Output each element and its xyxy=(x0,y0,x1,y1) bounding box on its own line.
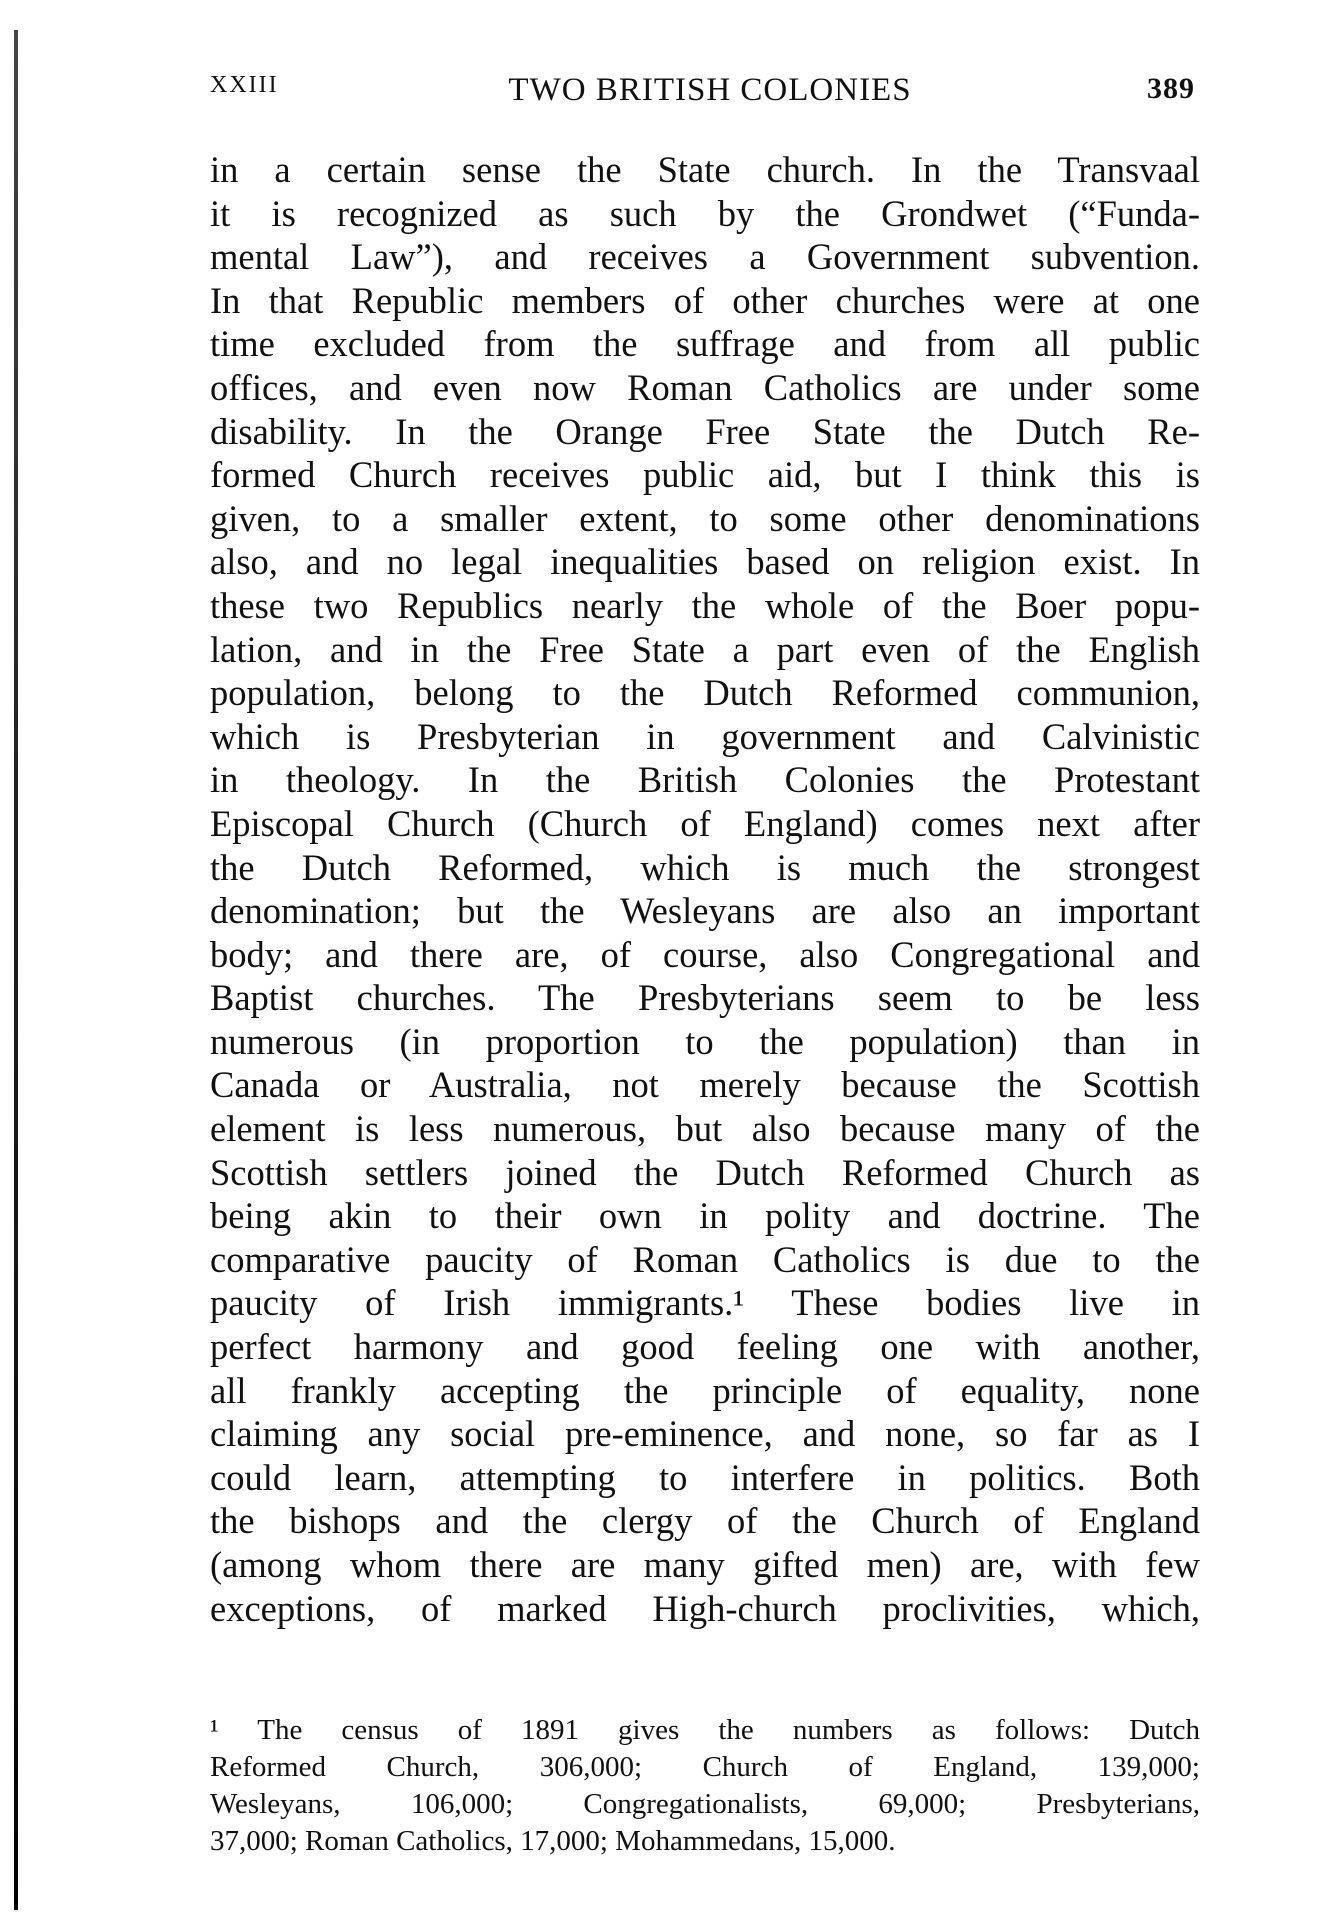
text-line: formed Church receives public aid, but I think this is xyxy=(210,454,1200,496)
text-line: claiming any social pre-eminence, and none, so far as I xyxy=(210,1413,1200,1455)
text-line: body; and there are, of course, also Congregational and xyxy=(210,933,1200,975)
footnote-line: Reformed Church, 306,000; Church of England, 139,000; xyxy=(210,1751,1200,1783)
text-line: also, and no legal inequalities based on religion exist. In xyxy=(210,541,1200,583)
footnote-line: Wesleyans, 106,000; Congregationalists, 69,000; Presbyterians, xyxy=(210,1788,1200,1820)
text-line: the bishops and the clergy of the Church of England xyxy=(210,1500,1200,1542)
text-line: the Dutch Reformed, which is much the strongest xyxy=(210,846,1200,888)
text-line: Episcopal Church (Church of England) comes next after xyxy=(210,802,1200,844)
footnote xyxy=(210,1712,1200,1860)
text-line: population, belong to the Dutch Reformed communion, xyxy=(210,672,1200,714)
page-binding-edge xyxy=(14,30,18,1910)
running-title: TWO BRITISH COLONIES xyxy=(508,72,912,108)
text-line: these two Republics nearly the whole of the Boer popu- xyxy=(210,584,1200,626)
footnote-line: 37,000; Roman Catholics, 17,000; Mohammedans, 15,000. xyxy=(210,1825,896,1857)
text-line: perfect harmony and good feeling one with another, xyxy=(210,1326,1200,1368)
text-line: In that Republic members of other churches were at one xyxy=(210,279,1200,321)
footnote-line: ¹ The census of 1891 gives the numbers as follows: Dutch xyxy=(210,1714,1200,1746)
chapter-number: XXIII xyxy=(210,72,279,98)
text-line: being akin to their own in polity and doctrine. The xyxy=(210,1195,1200,1237)
text-line: lation, and in the Free State a part even of the English xyxy=(210,628,1200,670)
text-line: Scottish settlers joined the Dutch Reformed Church as xyxy=(210,1151,1200,1193)
text-line: denomination; but the Wesleyans are also an important xyxy=(210,890,1200,932)
text-line: comparative paucity of Roman Catholics is due to the xyxy=(210,1238,1200,1280)
text-line: element is less numerous, but also because many of the xyxy=(210,1108,1200,1150)
body-text xyxy=(210,148,1200,1630)
text-line: offices, and even now Roman Catholics are under some xyxy=(210,366,1200,408)
text-line: mental Law”), and receives a Government subvention. xyxy=(210,236,1200,278)
text-line: which is Presbyterian in government and Calvinistic xyxy=(210,715,1200,757)
page-number: 389 xyxy=(1147,72,1195,105)
text-line: in theology. In the British Colonies the Protestant xyxy=(210,759,1200,801)
text-line: exceptions, of marked High-church proclivities, which, xyxy=(210,1587,1200,1629)
text-line: (among whom there are many gifted men) are, with few xyxy=(210,1544,1200,1585)
text-line: could learn, attempting to interfere in politics. Both xyxy=(210,1456,1200,1498)
text-line: it is recognized as such by the Grondwet (“Funda- xyxy=(210,192,1200,234)
text-line: disability. In the Orange Free State the Dutch Re- xyxy=(210,410,1200,452)
text-line: Baptist churches. The Presbyterians seem to be less xyxy=(210,977,1200,1019)
text-line: paucity of Irish immigrants.¹ These bodies live in xyxy=(210,1282,1200,1324)
running-head xyxy=(210,72,1210,112)
text-line: Canada or Australia, not merely because the Scottish xyxy=(210,1064,1200,1106)
text-line: given, to a smaller extent, to some other denominations xyxy=(210,497,1200,539)
text-line: all frankly accepting the principle of equality, none xyxy=(210,1369,1200,1411)
text-line: time excluded from the suffrage and from all public xyxy=(210,323,1200,365)
text-line: numerous (in proportion to the population) than in xyxy=(210,1020,1200,1062)
text-line: in a certain sense the State church. In the Transvaal xyxy=(210,149,1200,190)
